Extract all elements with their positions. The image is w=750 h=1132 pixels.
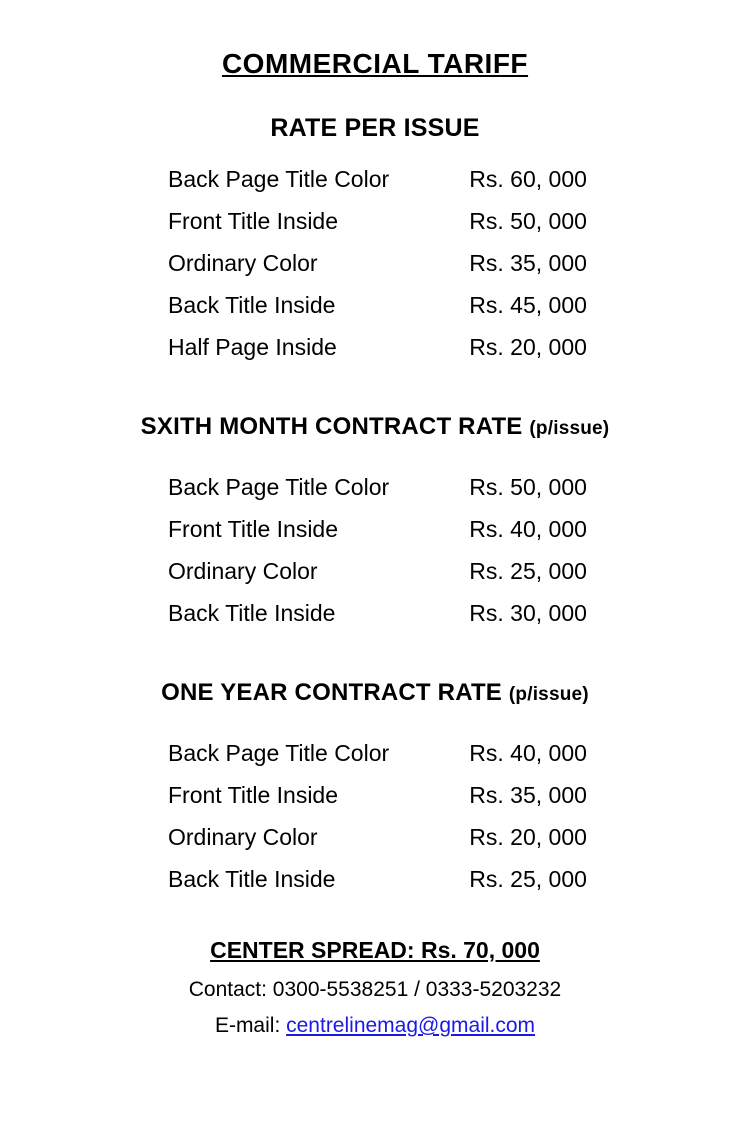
table-row <box>110 551 640 593</box>
rate-item-label-text: Back Title Inside <box>168 866 336 892</box>
rate-item-label: Ordinary Color <box>168 558 318 584</box>
rate-item-label: Front Title Inside <box>168 208 339 234</box>
table-row <box>110 733 640 775</box>
section-heading-rate-per-issue: RATE PER ISSUE <box>270 114 480 142</box>
table-row <box>110 467 640 509</box>
section-heading-six-month-contract <box>40 413 710 441</box>
section-heading-text: SXITH MONTH CONTRACT RATE <box>140 413 523 440</box>
table-row <box>110 159 640 201</box>
rate-item-label: Half Page Inside <box>168 334 337 360</box>
rate-item-price: Rs. 45, 000 <box>469 292 587 318</box>
rate-item-label: Back Page Title Color <box>168 740 390 766</box>
page-title: COMMERCIAL TARIFF <box>221 48 529 79</box>
rate-item-price: Rs. 25, 000 <box>469 558 587 584</box>
rate-item-price: Rs. 50, 000 <box>469 208 587 234</box>
email-link[interactable]: centrelinemag@gmail.com <box>286 1014 536 1037</box>
section-heading-suffix: (p/issue) <box>529 418 610 439</box>
table-row <box>110 509 640 551</box>
table-row <box>110 593 640 635</box>
table-row <box>110 775 640 817</box>
rate-item-price: Rs. 20, 000 <box>469 824 587 850</box>
rate-item-label: Ordinary Color <box>168 824 318 850</box>
rate-table-six-month <box>110 467 640 635</box>
section-heading-text: ONE YEAR CONTRACT RATE <box>161 679 503 706</box>
rate-table-per-issue <box>110 159 640 369</box>
contact-line: Contact: 0300-5538251 / 0333-5203232 <box>188 978 562 1001</box>
rate-item-price: Rs. 35, 000 <box>469 782 587 808</box>
center-spread-note: CENTER SPREAD: Rs. 70, 000 <box>210 937 540 963</box>
section-heading-one-year-contract <box>40 679 710 707</box>
email-line <box>40 1014 710 1038</box>
rate-item-label: Ordinary Color <box>168 250 318 276</box>
rate-item-label: Back Title Inside <box>168 292 336 318</box>
table-row <box>110 859 640 901</box>
rate-table-one-year <box>110 733 640 901</box>
rate-item-label: Front Title Inside <box>168 782 339 808</box>
table-row <box>110 243 640 285</box>
rate-item-label: Back Title Inside <box>168 600 336 626</box>
rate-item-price: Rs. 40, 000 <box>469 516 587 542</box>
rate-item-price: Rs. 40, 000 <box>469 740 587 766</box>
rate-item-label: Back Page Title Color <box>168 474 390 500</box>
rate-item-price: Rs. 20, 000 <box>469 334 587 360</box>
section-heading-suffix: (p/issue) <box>508 684 589 705</box>
rate-item-label <box>110 859 459 901</box>
rate-item-price: Rs. 25, 000 <box>469 866 587 892</box>
rate-item-price: Rs. 50, 000 <box>469 474 587 500</box>
rate-item-label: Back Page Title Color <box>168 166 390 192</box>
email-label: E-mail: <box>214 1014 281 1037</box>
table-row <box>110 817 640 859</box>
rate-item-price: Rs. 60, 000 <box>469 166 587 192</box>
table-row <box>110 285 640 327</box>
rate-item-label: Front Title Inside <box>168 516 339 542</box>
table-row <box>110 327 640 369</box>
rate-item-price: Rs. 30, 000 <box>469 600 587 626</box>
rate-item-price: Rs. 35, 000 <box>469 250 587 276</box>
table-row <box>110 201 640 243</box>
